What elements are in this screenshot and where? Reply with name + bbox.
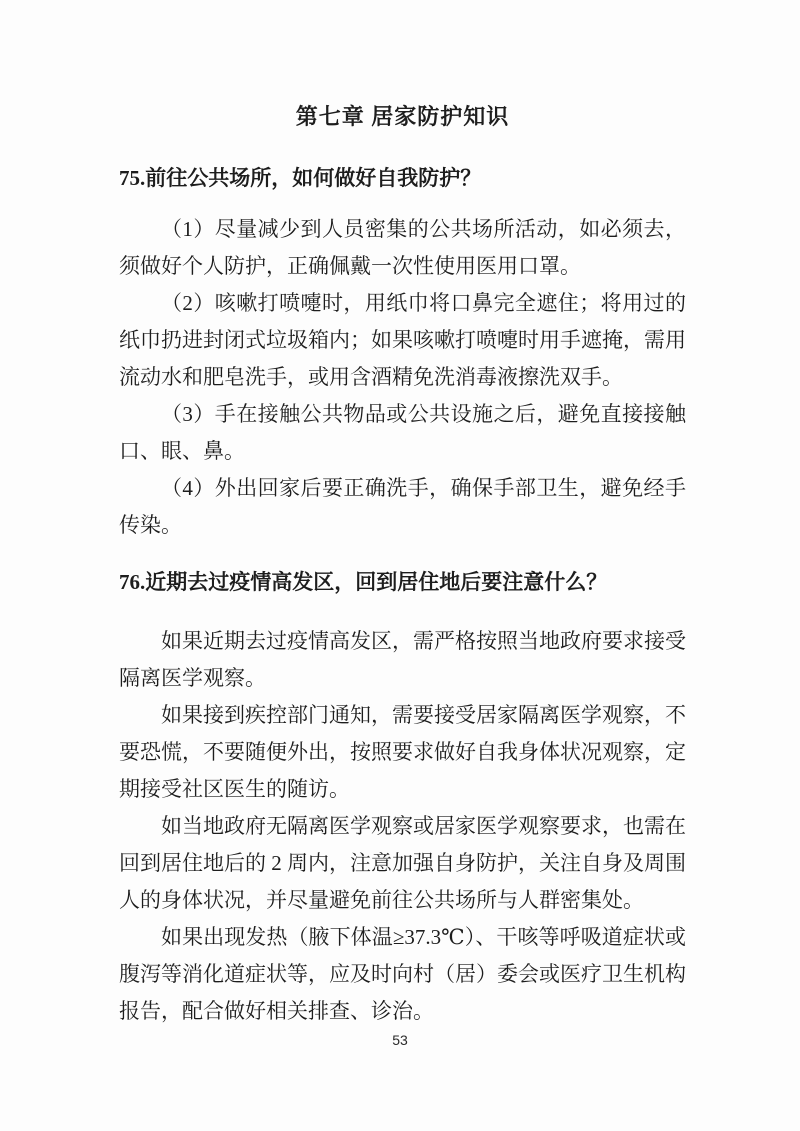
question-75-answer — [119, 211, 686, 544]
paragraph: 如果近期去过疫情高发区，需严格按照当地政府要求接受隔离医学观察。 — [119, 629, 686, 690]
question-76-heading: 76.近期去过疫情高发区，回到居住地后要注意什么？ — [119, 570, 608, 594]
paragraph: 如果接到疾控部门通知，需要接受居家隔离医学观察，不要恐慌，不要随便外出，按照要求做好自我身体状况观察，定期接受社区医生的随访。 — [119, 703, 686, 801]
paragraph: （4）外出回家后要正确洗手，确保手部卫生，避免经手传染。 — [119, 476, 686, 537]
page-number: 53 — [392, 1032, 408, 1048]
chapter-title: 第七章 居家防护知识 — [295, 104, 510, 129]
paragraph: 如果出现发热（腋下体温≥37.3℃）、干咳等呼吸道症状或腹泻等消化道症状等，应及时向村（居）委会或医疗卫生机构报告，配合做好相关排查、诊治。 — [119, 925, 686, 1023]
paragraph: 如当地政府无隔离医学观察或居家医学观察要求，也需在回到居住地后的 2 周内，注意加强自身防护，关注自身及周围人的身体状况，并尽量避免前往公共场所与人群密集处。 — [119, 814, 686, 912]
paragraph: （1）尽量减少到人员密集的公共场所活动，如必须去，须做好个人防护，正确佩戴一次性使用医用口罩。 — [119, 217, 686, 278]
paragraph: （3）手在接触公共物品或公共设施之后，避免直接接触口、眼、鼻。 — [119, 402, 686, 463]
question-76-answer — [119, 623, 686, 1030]
question-75-heading: 75.前往公共场所，如何做好自我防护？ — [119, 166, 482, 190]
paragraph: （2）咳嗽打喷嚏时，用纸巾将口鼻完全遮住；将用过的纸巾扔进封闭式垃圾箱内；如果咳嗽打喷嚏时用手遮掩，需用流动水和肥皂洗手，或用含酒精免洗消毒液擦洗双手。 — [119, 291, 686, 389]
